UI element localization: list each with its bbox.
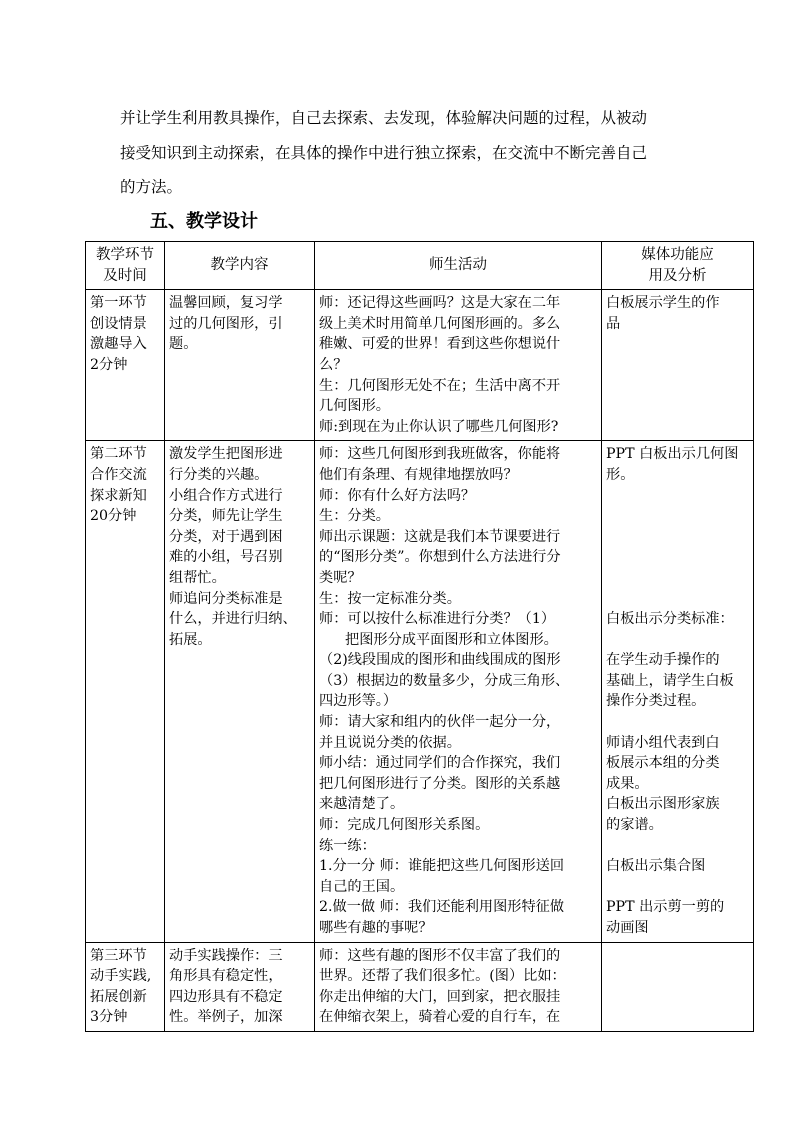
content-cell xyxy=(165,290,315,441)
content-line: 师追问分类标准是 xyxy=(169,590,283,607)
stage-line: 探求新知 xyxy=(90,487,147,504)
media-line: PPT 出示剪一剪的 xyxy=(606,899,725,916)
activity-line: 世界。还帮了我们很多忙。(图）比如： xyxy=(319,968,566,985)
activity-line: 他们有条理、有规律地摆放吗？ xyxy=(319,466,518,483)
activity-line: 师：这些有趣的图形不仅丰富了我们的 xyxy=(319,947,561,964)
activity-line: 师:到现在为止你认识了哪些几何图形? xyxy=(319,418,559,435)
stage-cell xyxy=(86,441,165,942)
intro-line-3: 的方法。 xyxy=(120,178,183,196)
stage-line: 合作交流 xyxy=(90,466,147,483)
content-line: 动手实践操作：三 xyxy=(169,947,283,964)
header-content: 教学内容 xyxy=(165,242,315,290)
activity-line: 来越清楚了。 xyxy=(319,796,405,813)
media-cell xyxy=(602,942,754,1031)
activity-line: 把几何图形进行了分类。图形的关系越 xyxy=(319,775,561,792)
media-line: 师请小组代表到白 xyxy=(606,734,720,751)
media-line: 在学生动手操作的 xyxy=(606,652,720,669)
content-line: 温馨回顾，复习学 xyxy=(169,295,283,312)
activity-line: 把图形分成平面图形和立体图形。 xyxy=(345,631,558,648)
lesson-design-table xyxy=(85,241,754,1032)
media-line: 板展示本组的分类 xyxy=(606,755,720,772)
header-stage-line: 及时间 xyxy=(103,267,147,284)
media-spacer xyxy=(606,486,749,507)
media-spacer xyxy=(606,547,749,568)
header-media-line: 媒体功能应 xyxy=(641,247,714,263)
content-line: 性。举例子，加深 xyxy=(169,1009,283,1026)
header-stage xyxy=(86,242,165,290)
media-line: 白板出示集合图 xyxy=(606,858,706,875)
content-line: 难的小组，号召别 xyxy=(169,549,283,566)
stage-cell xyxy=(86,290,165,441)
activity-line: 师：这些几何图形到我班做客，你能将 xyxy=(319,446,561,463)
stage-line: 创设情景 xyxy=(90,315,147,332)
activity-line: 师：可以按什么标准进行分类？（1） xyxy=(319,611,556,628)
activity-line: 生：几何图形无处不在；生活中离不开 xyxy=(319,377,561,394)
intro-line-2: 接受知识到主动探索，在具体的操作中进行独立探索，在交流中不断完善自己 xyxy=(120,144,648,162)
media-spacer xyxy=(606,877,749,898)
activity-line: 师：你有什么好方法吗？ xyxy=(319,487,476,504)
media-line: PPT 白板出示几何图 xyxy=(606,446,739,463)
media-spacer xyxy=(606,630,749,651)
activity-line: 在伸缩衣架上，骑着心爱的自行车，在 xyxy=(319,1009,561,1026)
activity-line: 生：按一定标准分类。 xyxy=(319,590,461,607)
activity-line: 类呢？ xyxy=(319,569,362,586)
media-spacer xyxy=(606,527,749,548)
activity-line: 稚嫩、可爱的世界！看到这些你想说什 xyxy=(319,336,561,353)
content-line: 什么，并进行归纳、 xyxy=(169,611,297,628)
media-spacer xyxy=(606,589,749,610)
content-line: 角形具有稳定性， xyxy=(169,968,283,985)
stage-line: 第三环节 xyxy=(90,947,147,964)
activity-line: 哪些有趣的事呢？ xyxy=(319,920,433,936)
table-row xyxy=(86,942,754,1031)
media-line: 动画图 xyxy=(606,920,649,936)
activity-line: 几何图形。 xyxy=(319,398,390,415)
activity-line: 么？ xyxy=(319,356,348,373)
media-line: 白板出示图形家族 xyxy=(606,796,720,813)
header-media xyxy=(602,242,754,290)
intro-line-1: 并让学生利用教具操作，自己去探索、去发现，体验解决问题的过程，从被动 xyxy=(120,109,648,127)
media-spacer xyxy=(606,712,749,733)
activity-line: 师：还记得这些画吗？这是大家在二年 xyxy=(319,295,561,312)
activity-line: 师小结：通过同学们的合作探究，我们 xyxy=(319,755,561,772)
table-row xyxy=(86,441,754,942)
content-cell xyxy=(165,942,315,1031)
content-cell xyxy=(165,441,315,942)
content-line: 小组合作方式进行 xyxy=(169,487,283,504)
stage-line: 第一环节 xyxy=(90,295,147,312)
stage-cell xyxy=(86,942,165,1031)
table-header-row xyxy=(86,242,754,290)
stage-line: 拓展创新 xyxy=(90,988,147,1005)
media-line: 基础上，请学生白板 xyxy=(606,672,734,689)
media-line: 白板展示学生的作 xyxy=(606,295,720,312)
content-line: 拓展。 xyxy=(169,631,212,648)
stage-line: 激趣导入 xyxy=(90,336,147,353)
activity-line: 师：完成几何图形关系图。 xyxy=(319,817,490,834)
activity-line: 师：请大家和组内的伙伴一起分一分， xyxy=(319,714,561,731)
stage-line: 3分钟 xyxy=(90,1009,128,1026)
media-line: 形。 xyxy=(606,466,635,483)
content-line: 过的几何图形，引 xyxy=(169,315,283,332)
activity-line: 师出示课题：这就是我们本节课要进行 xyxy=(319,528,561,545)
media-line: 品 xyxy=(606,315,621,332)
section-title: 五、教学设计 xyxy=(150,211,258,232)
stage-line: 动手实践, xyxy=(90,968,152,985)
header-media-line: 用及分析 xyxy=(648,267,707,284)
activity-line: 的“图形分类”。你想到什么方法进行分 xyxy=(319,549,561,566)
media-line: 白板出示分类标准： xyxy=(606,611,734,628)
table-row xyxy=(86,290,754,441)
media-line: 操作分类过程。 xyxy=(606,693,706,710)
header-activity: 师生活动 xyxy=(315,242,602,290)
stage-line: 第二环节 xyxy=(90,446,147,463)
content-line: 分类，师先让学生 xyxy=(169,508,283,525)
media-cell xyxy=(602,441,754,942)
activity-line: 练一练： xyxy=(319,837,376,854)
media-spacer xyxy=(606,568,749,589)
activity-line: 2.做一做 师：我们还能利用图形特征做 xyxy=(319,899,565,916)
media-spacer xyxy=(606,506,749,527)
content-line: 四边形具有不稳定 xyxy=(169,988,283,1005)
activity-line: 1.分一分 师：谁能把这些几何图形送回 xyxy=(319,858,565,875)
header-stage-line: 教学环节 xyxy=(96,247,154,263)
media-line: 成果。 xyxy=(606,775,649,792)
activity-line: 你走出伸缩的大门，回到家，把衣服挂 xyxy=(319,988,561,1005)
activity-line: 四边形等。） xyxy=(319,693,398,710)
content-line: 分类，对于遇到困 xyxy=(169,528,283,545)
activity-line: 生：分类。 xyxy=(319,508,390,525)
media-line: 的家谱。 xyxy=(606,817,663,834)
media-spacer xyxy=(606,836,749,857)
content-line: 行分类的兴趣。 xyxy=(169,466,269,483)
content-line: 激发学生把图形进 xyxy=(169,446,283,463)
stage-line: 20分钟 xyxy=(90,508,137,525)
activity-cell xyxy=(315,441,602,942)
content-line: 组帮忙。 xyxy=(169,569,226,586)
activity-line: 并且说说分类的依据。 xyxy=(319,734,461,751)
activity-line: 自己的王国。 xyxy=(319,878,405,895)
activity-line: （2)线段围成的图形和曲线围成的图形 xyxy=(319,652,561,669)
activity-line: （3）根据边的数量多少，分成三角形、 xyxy=(319,672,570,689)
content-line: 题。 xyxy=(169,336,198,353)
activity-cell xyxy=(315,942,602,1031)
stage-line: 2分钟 xyxy=(90,356,128,373)
activity-cell xyxy=(315,290,602,441)
media-cell xyxy=(602,290,754,441)
activity-line: 级上美术时用简单几何图形画的。多么 xyxy=(319,315,561,332)
